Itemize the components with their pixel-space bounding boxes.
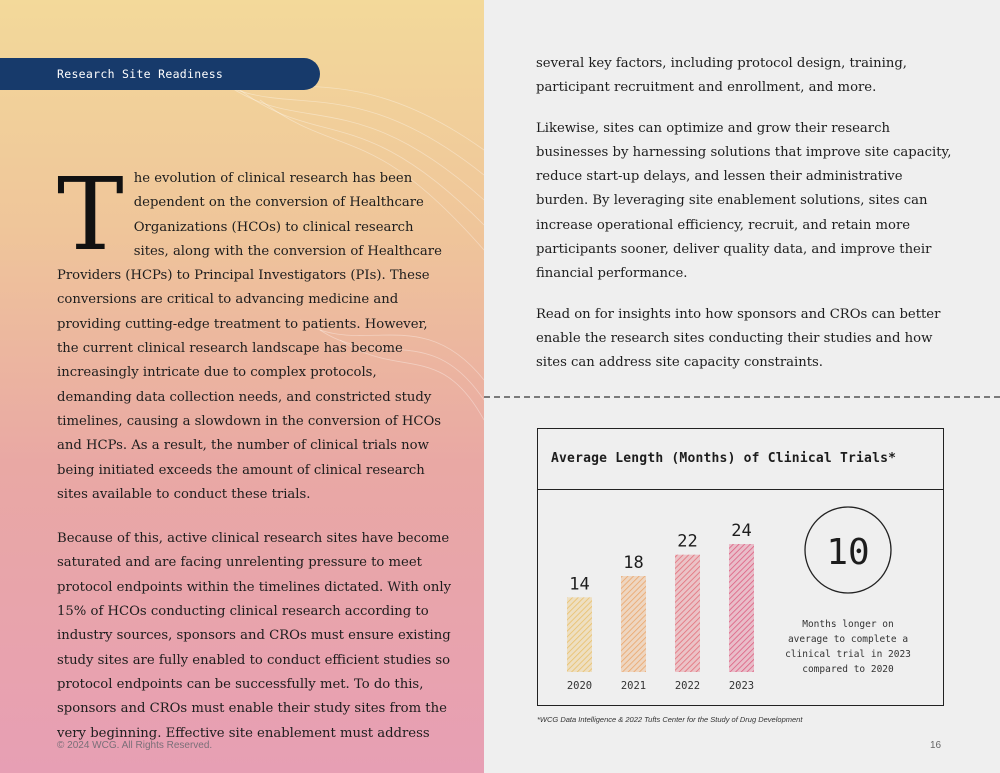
category-label-2023: 2023 — [728, 680, 755, 692]
drop-cap: T — [57, 156, 124, 273]
value-label-2020: 14 — [569, 574, 590, 595]
bar-2020 — [567, 597, 592, 672]
chart-title: Average Length (Months) of Clinical Trials* — [538, 429, 943, 490]
category-label-2021: 2021 — [620, 680, 647, 692]
callout-text-line: compared to 2020 — [802, 664, 894, 675]
section-tag: Research Site Readiness — [0, 58, 320, 90]
callout-text-line: clinical trial in 2023 — [785, 649, 911, 660]
callout-text-line: average to complete a — [787, 634, 909, 645]
copyright: © 2024 WCG. All Rights Reserved. — [57, 740, 213, 751]
right-column-text — [536, 52, 956, 392]
category-label-2022: 2022 — [674, 680, 701, 692]
callout-text-line: Months longer on — [802, 619, 894, 630]
value-label-2023: 24 — [731, 521, 752, 541]
intro-paragraph-text: he evolution of clinical research has been dependent on the conversion of Healthcare Organizations (HCOs) to clinical research sites, along with the conversion of Healthcare Providers (HCPs) to Principal Investigators (PIs). These conversions are critical to advancing medicine and providing cutting-edge treatment to patients. However, the current clinical research landscape has become increasingly intricate due to complex protocols, demanding data collection needs, and constricted study timelines, causing a slowdown in the conversion of HCOs and HCPs. As a result, the number of clinical trials now being initiated exceeds the amount of clinical research sites available to conduct these trials. — [57, 171, 442, 502]
value-label-2021: 18 — [623, 553, 644, 573]
bar-2021 — [621, 576, 646, 672]
right-paragraph-2: Likewise, sites can optimize and grow their research businesses by harnessing solutions that improve site capacity, reduce start-up delays, and lessen their administrative burden. By leveraging site enablement solutions, sites can increase operational efficiency, recruit, and retain more participants sooner, deliver quality data, and improve their financial performance. — [536, 120, 952, 282]
right-paragraph-1: several key factors, including protocol design, training, participant recruitment and enrollment, and more. — [536, 56, 907, 96]
bar-2022 — [675, 555, 700, 672]
chart-box — [537, 428, 944, 706]
bar-chart — [538, 490, 943, 705]
category-label-2020: 2020 — [566, 680, 593, 692]
callout-value: 10 — [826, 532, 870, 573]
chart-footnote: *WCG Data Intelligence & 2022 Tufts Center for the Study of Drug Development — [537, 715, 803, 724]
left-column-text — [57, 156, 452, 746]
left-panel — [0, 0, 484, 773]
left-paragraph-2: Because of this, active clinical research sites have become saturated and are facing unrelenting pressure to meet protocol endpoints within the timelines dictated. With only 15% of HCOs conducting clinical research according to industry sources, sponsors and CROs must ensure existing study sites are fully enabled to conduct efficient studies so protocol endpoints can be successfully met. To do this, sponsors and CROs must enable their study sites from the very beginning. Effective site enablement must address — [57, 531, 452, 741]
page-number: 16 — [930, 740, 942, 751]
dashed-divider — [484, 396, 1000, 398]
right-paragraph-3: Read on for insights into how sponsors and CROs can better enable the research sites conducting their studies and how sites can address site capacity constraints. — [536, 306, 941, 371]
intro-paragraph — [57, 156, 452, 507]
value-label-2022: 22 — [677, 531, 698, 552]
bar-2023 — [729, 544, 754, 672]
